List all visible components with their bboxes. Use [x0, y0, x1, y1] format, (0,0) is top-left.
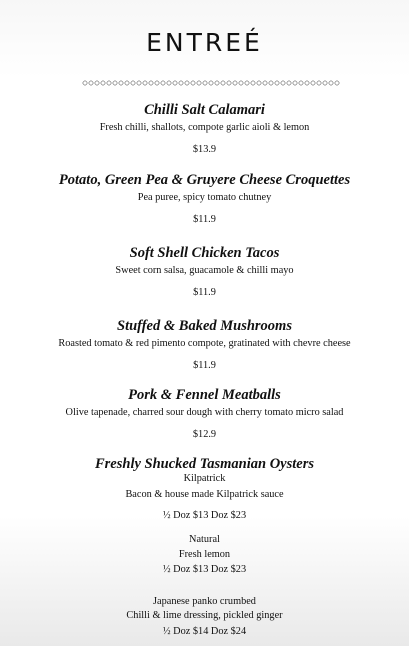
item-description: Pea puree, spicy tomato chutney	[137, 192, 272, 203]
oyster-style: Kilpatrick	[183, 473, 226, 484]
item-name: Chilli Salt Calamari	[144, 102, 265, 118]
menu-item-meatballs	[0, 386, 409, 441]
oyster-option-kilpatrick	[0, 472, 409, 523]
oyster-style: Natural	[189, 534, 220, 545]
item-description: Olive tapenade, charred sour dough with cherry tomato micro salad	[65, 407, 344, 418]
oyster-option-panko	[0, 595, 409, 639]
oyster-style: Japanese panko crumbed	[153, 596, 256, 607]
menu-section-title: ENTREÉ	[146, 28, 263, 57]
menu-item-chilli-salt-calamari	[0, 101, 409, 156]
item-price: $11.9	[193, 214, 216, 225]
oyster-description: Bacon & house made Kilpatrick sauce	[125, 489, 284, 500]
oyster-price: ½ Doz $13 Doz $23	[162, 564, 247, 575]
oyster-price: ½ Doz $13 Doz $23	[162, 510, 247, 521]
menu-item-oysters	[0, 455, 409, 473]
item-name: Potato, Green Pea & Gruyere Cheese Croquettes	[58, 172, 351, 188]
item-description: Sweet corn salsa, guacamole & chilli mayo	[115, 265, 294, 276]
item-name: Pork & Fennel Meatballs	[128, 387, 281, 403]
menu-item-mushrooms	[0, 317, 409, 372]
item-description: Fresh chilli, shallots, compote garlic aioli & lemon	[99, 122, 310, 133]
item-description: Roasted tomato & red pimento compote, gratinated with chevre cheese	[58, 338, 351, 349]
item-name: Stuffed & Baked Mushrooms	[117, 318, 292, 334]
item-name: Soft Shell Chicken Tacos	[129, 245, 280, 261]
menu-item-chicken-tacos	[0, 244, 409, 299]
item-price: $11.9	[193, 360, 216, 371]
oyster-option-natural	[0, 533, 409, 577]
oyster-description: Chilli & lime dressing, pickled ginger	[126, 610, 283, 621]
item-name: Freshly Shucked Tasmanian Oysters	[94, 456, 314, 472]
item-price: $12.9	[192, 429, 217, 440]
oyster-price: ½ Doz $14 Doz $24	[162, 626, 247, 637]
item-price: $11.9	[193, 287, 216, 298]
oyster-description: Fresh lemon	[178, 549, 231, 560]
menu-item-croquettes	[0, 171, 409, 226]
decorative-divider	[82, 80, 340, 86]
item-price: $13.9	[192, 144, 217, 155]
